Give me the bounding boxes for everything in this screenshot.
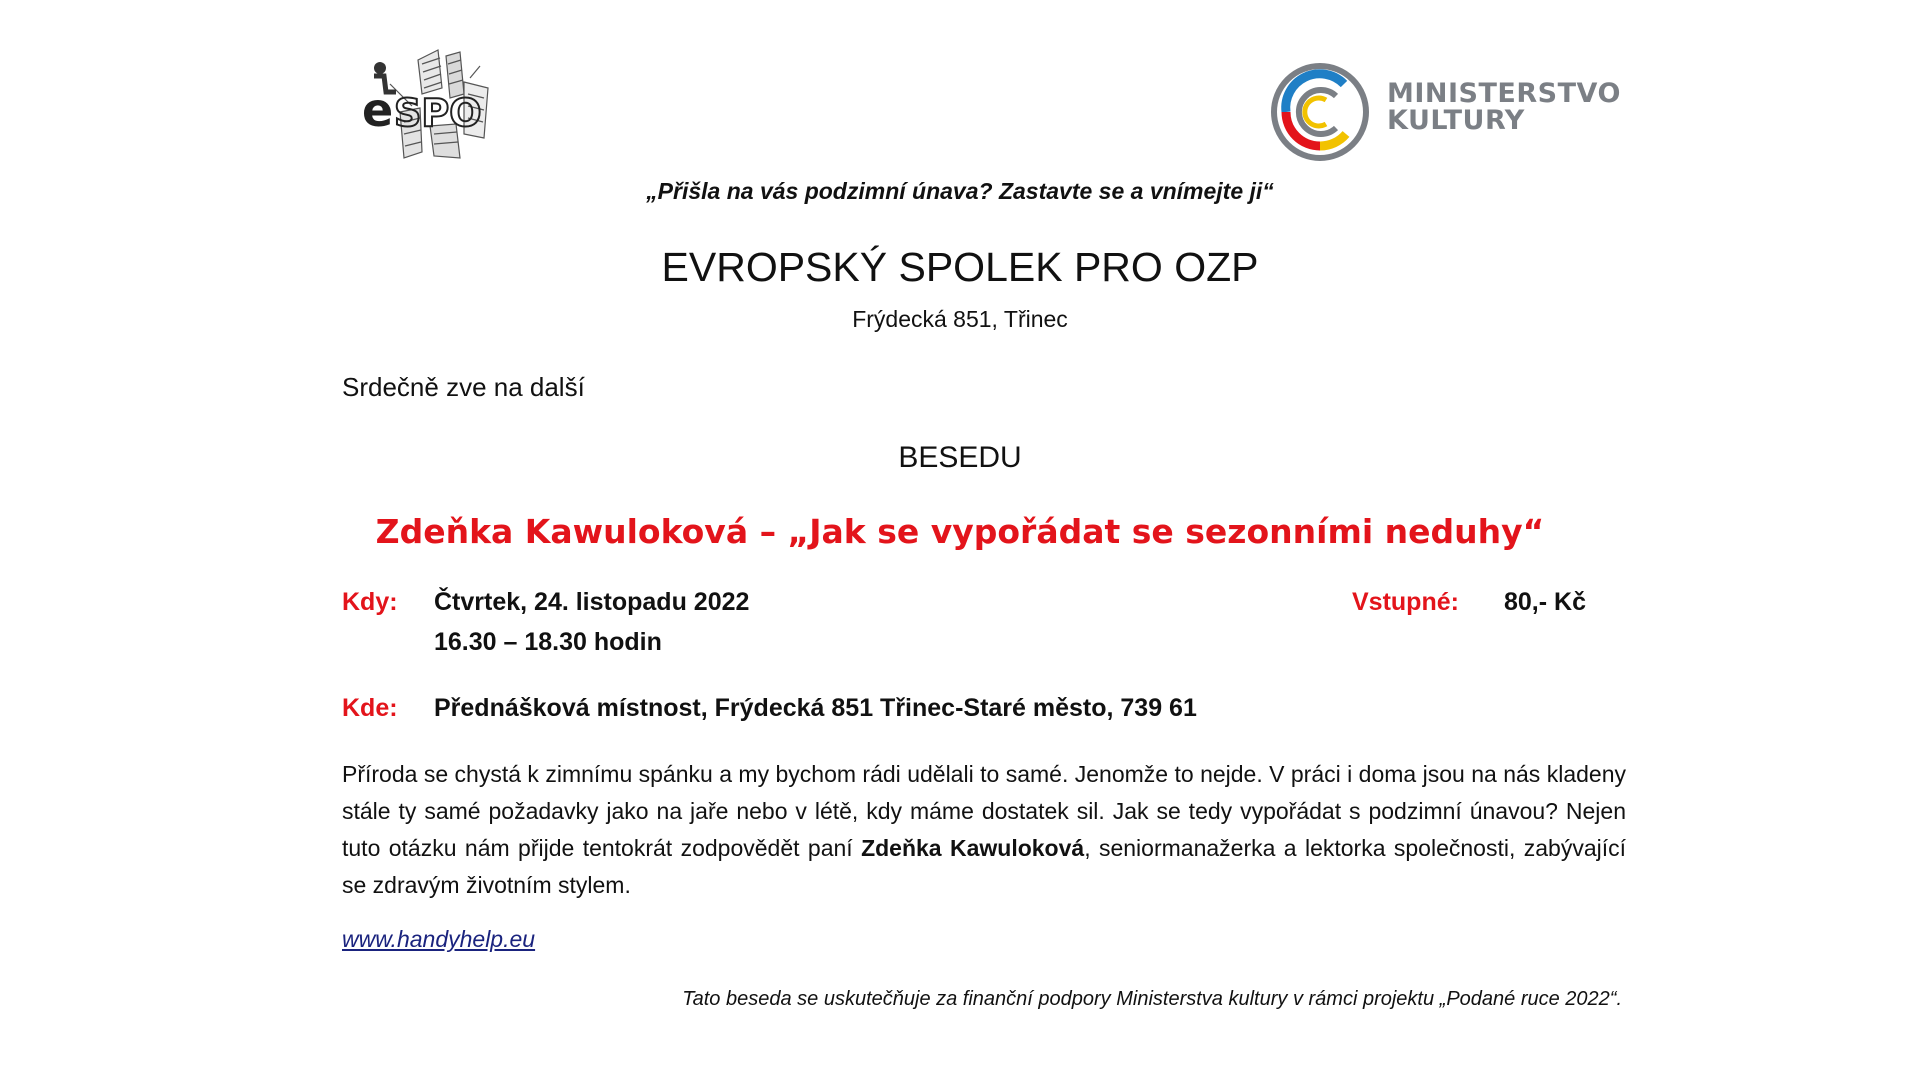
wordmark-line-1: MINISTERSTVO: [1387, 78, 1621, 109]
event-location: Přednášková místnost, Frýdecká 851 Třinec-Staré město, 739 61: [434, 694, 1197, 722]
when-label: Kdy:: [342, 588, 398, 616]
website-link[interactable]: www.handyhelp.eu: [342, 926, 536, 952]
event-title: Zdeňka Kawuloková – „Jak se vypořádat se sezonními neduhy“: [375, 512, 1545, 551]
ministerstvo-kultury-logo: [1270, 62, 1370, 162]
description-part-1: Příroda se chystá k zimnímu spánku a my bychom rádi udělali to samé. Jenomže to nejde. V práci i doma jsou na nás kladeny stále ty samé požadavky jako na jaře nebo v létě, kdy máme dostatek sil. Jak se tedy vypořádat s podzimní únavou? Nejen tuto otázku nám přijde tentokrát zodpovědět paní: [342, 761, 1626, 861]
fee-value: 80,- Kč: [1504, 588, 1586, 616]
event-description: [342, 756, 1626, 904]
event-type: BESEDU: [898, 441, 1022, 474]
description-speaker: Zdeňka Kawuloková: [861, 835, 1085, 861]
organization-address: Frýdecká 851, Třinec: [852, 306, 1068, 332]
espo-logo: [360, 48, 510, 160]
event-date: Čtvrtek, 24. listopadu 2022: [434, 588, 750, 616]
wordmark-line-2: KULTURY: [1387, 105, 1525, 136]
invitation-text: Srdečně zve na další: [342, 372, 585, 402]
funding-note: Tato beseda se uskutečňuje za finanční podpory Ministerstva kultury v rámci projektu „Podané ruce 2022“.: [682, 988, 1622, 1010]
event-time: 16.30 – 18.30 hodin: [434, 628, 662, 656]
slogan: „Přišla na vás podzimní únava? Zastavte se a vnímejte ji“: [646, 178, 1274, 204]
organization-name: EVROPSKÝ SPOLEK PRO OZP: [661, 244, 1259, 290]
svg-text:SPO: SPO: [394, 91, 482, 135]
fee-label: Vstupné:: [1352, 588, 1459, 616]
ministerstvo-kultury-wordmark: [1387, 80, 1621, 134]
svg-text:e: e: [362, 83, 394, 137]
where-label: Kde:: [342, 694, 398, 722]
description-part-2: , seniormanažerka a lektorka společnosti, zabývající se zdravým životním stylem.: [342, 835, 1627, 898]
